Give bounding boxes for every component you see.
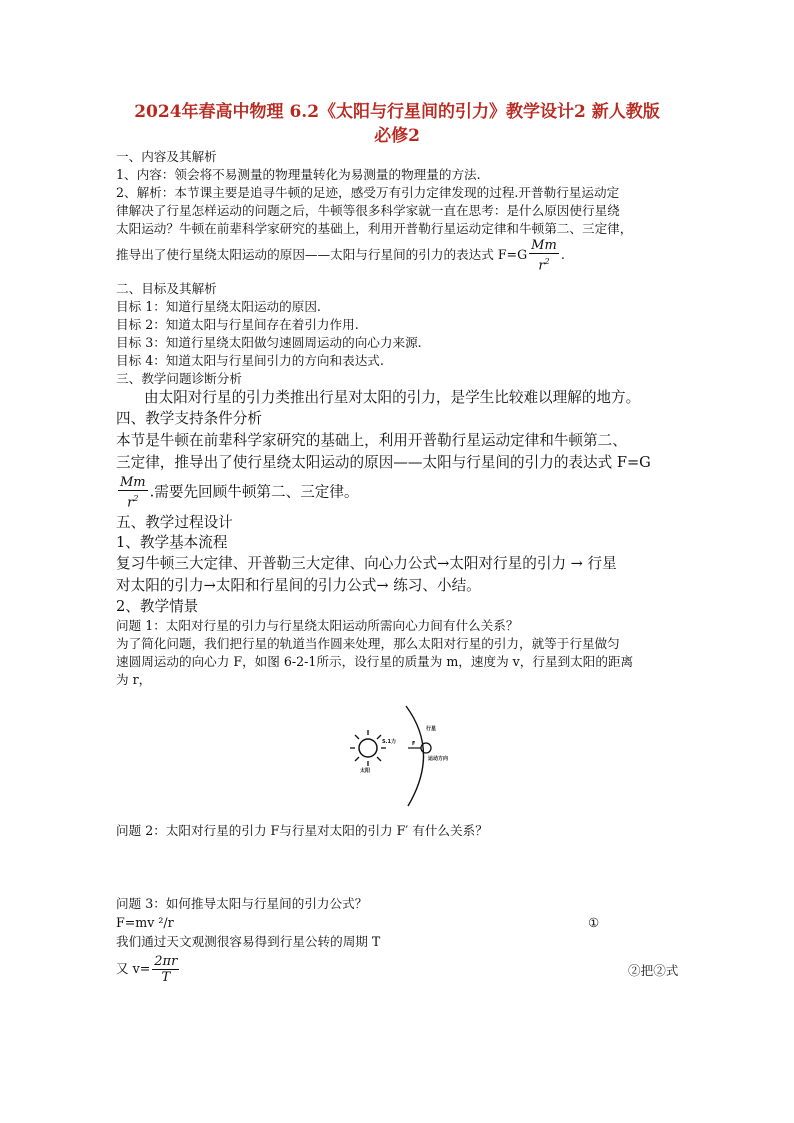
- question-2: 问题 2：太阳对行星的引力 F与行星对太阳的引力 F′ 有什么关系？: [116, 823, 488, 838]
- gravity-formula-fraction: [529, 238, 559, 273]
- section1-analysis-line1: 2、解析：本节课主要是追寻牛顿的足迹，感受万有引力定律发现的过程.开普勒行星运动定: [116, 185, 620, 200]
- section1-content: 1、内容：领会将不易测量的物理量转化为易测量的物理量的方法.: [116, 167, 481, 182]
- section5-sub1: 1、教学基本流程: [116, 534, 228, 551]
- sun-icon: [350, 730, 386, 766]
- orbit-arc: [406, 706, 424, 806]
- question-3: 问题 3：如何推导太阳与行星间的引力公式？: [116, 896, 368, 911]
- flow-line2: 对太阳的引力→太阳和行星间的引力公式→ 练习、小结。: [116, 577, 481, 594]
- equation-2-prefix: 又 v=: [116, 961, 151, 976]
- equation-1-marker: ①: [588, 915, 600, 930]
- section4-line3: [116, 475, 359, 510]
- question1-para-line1: 为了简化问题，我们把行星的轨道当作圆来处理，那么太阳对行星的引力，就等于行星做匀: [116, 636, 620, 651]
- section3-paragraph: 由太阳对行星的引力类推出行星对太阳的引力，是学生比较难以理解的地方。: [144, 389, 641, 406]
- goal-1: 目标 1：知道行星绕太阳运动的原因.: [116, 299, 321, 314]
- section1-analysis-line3: 太阳运动？牛顿在前辈科学家研究的基础上，利用开普勒行星运动定律和牛顿第二、三定律，: [116, 221, 633, 236]
- section1-analysis-line2: 律解决了行星怎样运动的问题之后，牛顿等很多科学家就一直在思考：是什么原因使行星绕: [116, 203, 620, 218]
- goal-4: 目标 4：知道太阳与行星间引力的方向和表达式.: [116, 353, 384, 368]
- velocity-denominator: T: [161, 970, 171, 985]
- section4-heading: 四、教学支持条件分析: [116, 410, 262, 427]
- section2-heading: 二、目标及其解析: [116, 281, 217, 296]
- goal-2: 目标 2：知道太阳与行星间存在着引力作用.: [116, 317, 359, 332]
- section4-line2: 三定律，推导出了使行星绕太阳运动的原因——太阳与行星间的引力的表达式 F=G: [116, 454, 651, 471]
- section1-analysis-line4: [116, 238, 565, 273]
- question1-para-line3: 为 r，: [116, 672, 152, 687]
- section1-analysis-line4-text: 推导出了使行星绕太阳运动的原因——太阳与行星间的引力的表达式 F=G: [116, 247, 528, 263]
- observation-text: 我们通过天文观测很容易得到行星公转的周期 T: [116, 934, 381, 949]
- question1-para-line2: 速圆周运动的向心力 F，如图 6-2-1所示，设行星的质量为 m，速度为 v，行星到太阳的距离: [116, 654, 634, 669]
- section4-line3-text: .需要先回顾牛顿第二、三定律。: [149, 483, 359, 501]
- gravity-formula-fraction-2: [118, 475, 148, 510]
- section5-heading: 五、教学过程设计: [116, 514, 233, 531]
- sun-planet-orbit-figure: [340, 700, 470, 810]
- label-sun-bottom: 太阳: [360, 768, 371, 774]
- section1-heading: 一、内容及其解析: [116, 149, 217, 164]
- label-planet-top: 行星: [426, 726, 437, 732]
- equation-2-marker: ②把②式: [628, 963, 679, 978]
- formula-numerator: Mm: [120, 475, 146, 490]
- formula-numerator: Mm: [531, 238, 557, 253]
- section3-heading: 三、教学问题诊断分析: [116, 371, 242, 386]
- formula-exponent: 2: [544, 257, 550, 266]
- equation-1: F=mv ²/r: [116, 915, 174, 930]
- formula-denominator: r: [127, 495, 134, 511]
- goal-3: 目标 3：知道行星绕太阳做匀速圆周运动的向心力来源.: [116, 335, 422, 350]
- section4-line1: 本节是牛顿在前辈科学家研究的基础上，利用开普勒行星运动定律和牛顿第二、: [116, 432, 627, 449]
- equation-2: [116, 954, 181, 985]
- label-planet-bottom: 运动方向: [428, 756, 449, 762]
- document-title-line1: 2024年春高中物理 6.2《太阳与行星间的引力》教学设计2 新人教版: [134, 102, 660, 122]
- section1-analysis-line4-end: .: [560, 247, 565, 263]
- flow-line1: 复习牛顿三大定律、开普勒三大定律、向心力公式→太阳对行星的引力 → 行星: [116, 555, 617, 572]
- formula-denominator: r: [538, 258, 545, 274]
- velocity-numerator: 2πr: [154, 954, 178, 969]
- document-title-line2: 必修2: [374, 126, 420, 146]
- label-sun-top: S.1力: [382, 739, 396, 745]
- section5-sub2: 2、教学情景: [116, 598, 199, 615]
- label-force: F: [412, 741, 416, 747]
- question-1: 问题 1：太阳对行星的引力与行星绕太阳运动所需向心力间有什么关系？: [116, 618, 519, 633]
- formula-exponent: 2: [133, 494, 139, 503]
- velocity-fraction: [152, 954, 179, 985]
